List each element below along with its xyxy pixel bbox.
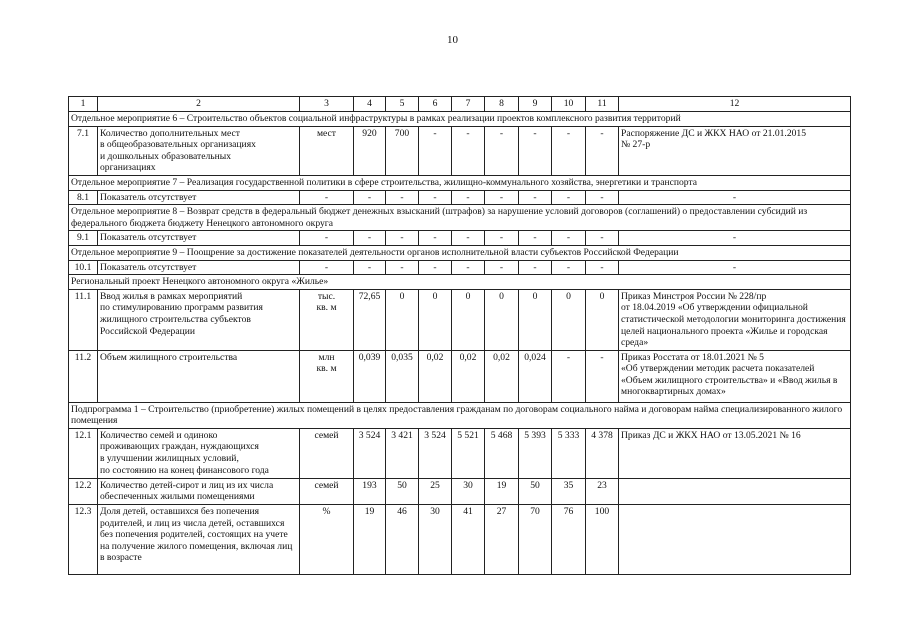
value-cell: - [452,260,485,275]
value-cell: 0 [452,289,485,350]
value-cell: - [452,126,485,175]
value-cell: 72,65 [354,289,386,350]
indicator-name: Доля детей, оставшихся без попечения родителей, и лиц из числа детей, оставшихся без попечения родителей, состоящих на учете на получение жилого помещения, включая лиц в возрасте [98,505,300,575]
source-cell [619,478,851,504]
value-cell: - [519,126,552,175]
value-cell: 3 524 [354,428,386,478]
value-cell: 0,02 [485,350,519,402]
row-number: 9.1 [69,231,98,246]
value-cell: - [519,190,552,205]
value-cell: 19 [354,505,386,575]
unit-cell: семей [300,478,354,504]
section-row [69,275,851,290]
unit-cell: % [300,505,354,575]
value-cell: - [485,126,519,175]
value-cell: - [519,260,552,275]
value-cell: 5 468 [485,428,519,478]
row-number: 12.2 [69,478,98,504]
indicator-name: Объем жилищного строительства [98,350,300,402]
unit-cell: семей [300,428,354,478]
section-row [69,245,851,260]
source-cell: - [619,260,851,275]
unit-cell: мест [300,126,354,175]
table-header-row [69,97,851,112]
value-cell: - [354,260,386,275]
value-cell: - [419,126,452,175]
header-cell: 7 [452,97,485,112]
value-cell: 50 [386,478,419,504]
unit-cell: - [300,190,354,205]
value-cell: - [552,350,586,402]
value-cell: - [586,126,619,175]
value-cell: - [552,126,586,175]
value-cell: - [386,260,419,275]
value-cell: 19 [485,478,519,504]
value-cell: 0 [419,289,452,350]
table-row [69,289,851,350]
row-number: 11.1 [69,289,98,350]
unit-cell: млн кв. м [300,350,354,402]
value-cell: - [354,190,386,205]
value-cell: 920 [354,126,386,175]
table-row [69,478,851,504]
header-cell: 9 [519,97,552,112]
row-number: 12.3 [69,505,98,575]
value-cell: 700 [386,126,419,175]
value-cell: - [354,231,386,246]
value-cell: - [386,231,419,246]
value-cell: 30 [419,505,452,575]
value-cell: 3 421 [386,428,419,478]
page-number: 10 [447,34,458,46]
source-cell: Распоряжение ДС и ЖКХ НАО от 21.01.2015 № 27-р [619,126,851,175]
value-cell: - [552,190,586,205]
value-cell: 0 [586,289,619,350]
indicator-name: Количество дополнительных мест в общеобразовательных организациях и дошкольных образовательных организациях [98,126,300,175]
header-cell: 10 [552,97,586,112]
value-cell: - [586,231,619,246]
value-cell: 5 521 [452,428,485,478]
section-title: Отдельное мероприятие 9 – Поощрение за достижение показателей деятельности органов исполнительной власти субъектов Российской Федерации [69,245,851,260]
value-cell: 76 [552,505,586,575]
row-number: 10.1 [69,260,98,275]
value-cell: 50 [519,478,552,504]
source-cell: Приказ Росстата от 18.01.2021 № 5 «Об утверждении методик расчета показателей «Объем жилищного строительства» и «Ввод жилья в многоквартирных домах» [619,350,851,402]
header-cell: 2 [98,97,300,112]
table-row [69,126,851,175]
value-cell: 35 [552,478,586,504]
source-cell: - [619,190,851,205]
value-cell: 0,02 [452,350,485,402]
value-cell: 41 [452,505,485,575]
value-cell: - [586,350,619,402]
value-cell: - [519,231,552,246]
value-cell: 100 [586,505,619,575]
unit-cell: - [300,231,354,246]
value-cell: - [452,231,485,246]
section-row [69,112,851,127]
value-cell: - [485,231,519,246]
source-cell [619,505,851,575]
table-row [69,505,851,575]
header-cell: 11 [586,97,619,112]
indicators-table [68,96,851,575]
row-number: 12.1 [69,428,98,478]
table-row [69,350,851,402]
value-cell: 27 [485,505,519,575]
value-cell: 3 524 [419,428,452,478]
section-row [69,205,851,231]
source-cell: - [619,231,851,246]
value-cell: 5 393 [519,428,552,478]
value-cell: 0 [386,289,419,350]
row-number: 7.1 [69,126,98,175]
section-title: Региональный проект Ненецкого автономного округа «Жилье» [69,275,851,290]
value-cell: 46 [386,505,419,575]
value-cell: - [586,190,619,205]
value-cell: 0 [519,289,552,350]
value-cell: - [552,231,586,246]
value-cell: 193 [354,478,386,504]
section-title: Подпрограмма 1 – Строительство (приобретение) жилых помещений в целях предоставления гражданам по договорам социального найма и договорам найма специализированного жилого помещения [69,402,851,428]
value-cell: 0 [552,289,586,350]
indicator-name: Количество детей-сирот и лиц из их числа обеспеченных жилыми помещениями [98,478,300,504]
table-row [69,190,851,205]
value-cell: - [386,190,419,205]
value-cell: 5 333 [552,428,586,478]
table-row [69,260,851,275]
value-cell: 25 [419,478,452,504]
value-cell: 0,039 [354,350,386,402]
indicator-name: Показатель отсутствует [98,190,300,205]
indicator-name: Ввод жилья в рамках мероприятий по стимулированию программ развития жилищного строительства субъектов Российской Федерации [98,289,300,350]
value-cell: 4 378 [586,428,619,478]
source-cell: Приказ Минстроя России № 228/пр от 18.04.2019 «Об утверждении официальной статистической методологии мониторинга достижения целей национального проекта «Жилье и городская среда» [619,289,851,350]
row-number: 11.2 [69,350,98,402]
header-cell: 1 [69,97,98,112]
section-title: Отдельное мероприятие 7 – Реализация государственной политики в сфере строительства, жилищно-коммунального хозяйства, энергетики и транспорта [69,175,851,190]
value-cell: - [419,190,452,205]
table-row [69,231,851,246]
value-cell: 30 [452,478,485,504]
header-cell: 5 [386,97,419,112]
unit-cell: тыс. кв. м [300,289,354,350]
value-cell: - [419,231,452,246]
header-cell: 4 [354,97,386,112]
header-cell: 12 [619,97,851,112]
header-cell: 3 [300,97,354,112]
value-cell: 0 [485,289,519,350]
indicator-name: Показатель отсутствует [98,260,300,275]
value-cell: 70 [519,505,552,575]
value-cell: - [419,260,452,275]
value-cell: 0,035 [386,350,419,402]
section-row [69,402,851,428]
header-cell: 8 [485,97,519,112]
value-cell: 0,024 [519,350,552,402]
source-cell: Приказ ДС и ЖКХ НАО от 13.05.2021 № 16 [619,428,851,478]
value-cell: - [485,190,519,205]
section-title: Отдельное мероприятие 8 – Возврат средств в федеральный бюджет денежных взысканий (штрафов) за нарушение условий договоров (соглашений) о предоставлении субсидий из федерального бюджета бюджету Ненецкого автономного округа [69,205,851,231]
value-cell: - [552,260,586,275]
indicator-name: Показатель отсутствует [98,231,300,246]
section-title: Отдельное мероприятие 6 – Строительство объектов социальной инфраструктуры в рамках реализации проектов комплексного развития территорий [69,112,851,127]
value-cell: - [485,260,519,275]
indicator-name: Количество семей и одиноко проживающих граждан, нуждающихся в улучшении жилищных условий, по состоянию на конец финансового года [98,428,300,478]
value-cell: - [586,260,619,275]
row-number: 8.1 [69,190,98,205]
table-row [69,428,851,478]
value-cell: - [452,190,485,205]
unit-cell: - [300,260,354,275]
table-body [69,97,851,575]
section-row [69,175,851,190]
value-cell: 23 [586,478,619,504]
header-cell: 6 [419,97,452,112]
value-cell: 0,02 [419,350,452,402]
